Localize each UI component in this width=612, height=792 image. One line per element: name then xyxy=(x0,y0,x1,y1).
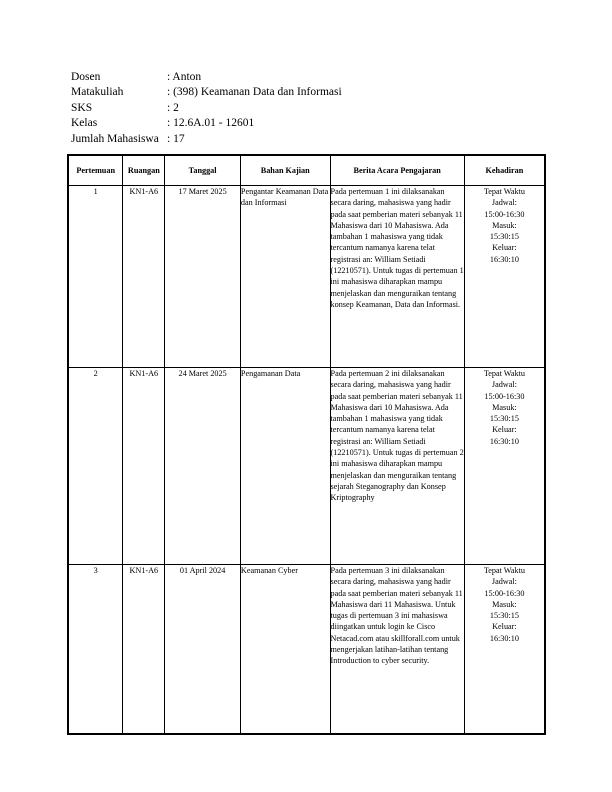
cell-kehadiran xyxy=(464,565,545,735)
info-label: Kelas xyxy=(71,117,98,130)
kehadiran-keluar-label: Keluar: xyxy=(492,622,517,632)
kehadiran-masuk-label: Masuk: xyxy=(492,402,517,412)
cell-pertemuan: 2 xyxy=(68,368,123,565)
cell-bahan-kajian: Keamanan Cyber xyxy=(240,565,330,735)
column-header-bahan-kajian: Bahan Kajian xyxy=(240,155,330,186)
cell-ruangan: KN1-A6 xyxy=(123,565,165,735)
cell-pertemuan: 3 xyxy=(68,565,123,735)
kehadiran-jadwal: 15:00-16:30 xyxy=(484,588,525,598)
cell-kehadiran xyxy=(464,186,545,368)
info-label: Matakuliah xyxy=(71,86,124,99)
cell-bahan-kajian: Pengamanan Data xyxy=(240,368,330,565)
info-label: Dosen xyxy=(71,71,101,83)
info-kelas xyxy=(71,116,342,131)
kehadiran-jadwal-label: Jadwal: xyxy=(491,198,517,208)
cell-berita-acara: Pada pertemuan 2 ini dilaksanakan secara daring, mahasiswa yang hadir pada saat pemberian materi sebanyak 11 Mahasiswa dari 10 Mahasiswa. Ada tambahan 1 mahasiswa yang tidak tercantum namanya karena telat registrasi an: William Setiadi (12210571). Untuk tugas di pertemuan 2 ini mahasiswa diharapkan mampu menjelaskan dan menguraikan tentang sejarah Steganography dan Konsep Kriptography xyxy=(330,368,464,565)
cell-berita-acara: Pada pertemuan 3 ini dilaksanakan secara daring, mahasiswa yang hadir pada saat pemberian materi sebanyak 11 Mahasiswa dari 11 Mahasiswa. Untuk tugas di pertemuan 3 ini mahasiswa diingatkan untuk login ke Cisco Netacad.com atau skillforall.com untuk mengerjakan latihan-latihan tentang Introduction to cyber security. xyxy=(330,565,464,735)
kehadiran-jadwal: 15:00-16:30 xyxy=(484,209,525,219)
info-matakuliah xyxy=(71,85,342,100)
column-header-pertemuan: Pertemuan xyxy=(68,155,123,186)
course-info xyxy=(71,70,342,147)
cell-tanggal: 17 Maret 2025 xyxy=(165,186,241,368)
kehadiran-status: Tepat Waktu xyxy=(483,369,525,378)
info-value: : 2 xyxy=(167,101,179,114)
kehadiran-masuk: 15:30:15 xyxy=(489,232,519,242)
table-row xyxy=(68,565,545,735)
kehadiran-masuk: 15:30:15 xyxy=(489,414,519,424)
column-header-ruangan: Ruangan xyxy=(123,155,165,186)
table-row xyxy=(68,368,545,565)
info-value: : 17 xyxy=(167,132,185,145)
kehadiran-status: Tepat Waktu xyxy=(483,566,525,575)
column-header-kehadiran: Kehadiran xyxy=(464,155,545,186)
kehadiran-keluar: 16:30:10 xyxy=(489,436,519,446)
info-jumlah-mahasiswa xyxy=(71,132,342,147)
kehadiran-status: Tepat Waktu xyxy=(483,187,525,196)
info-label: SKS xyxy=(71,101,93,114)
info-dosen xyxy=(71,70,342,85)
cell-ruangan: KN1-A6 xyxy=(123,186,165,368)
cell-pertemuan: 1 xyxy=(68,186,123,368)
info-value: : 12.6A.01 - 12601 xyxy=(167,117,255,130)
kehadiran-keluar-label: Keluar: xyxy=(492,425,517,435)
kehadiran-masuk-label: Masuk: xyxy=(492,220,517,230)
column-header-tanggal: Tanggal xyxy=(165,155,241,186)
info-value: : (398) Keamanan Data dan Informasi xyxy=(167,86,342,99)
kehadiran-masuk-label: Masuk: xyxy=(492,599,517,609)
column-header-berita-acara: Berita Acara Pengajaran xyxy=(330,155,464,186)
kehadiran-jadwal-label: Jadwal: xyxy=(491,380,517,390)
cell-tanggal: 24 Maret 2025 xyxy=(165,368,241,565)
teaching-schedule-table xyxy=(67,154,546,735)
kehadiran-keluar-label: Keluar: xyxy=(492,243,517,253)
kehadiran-jadwal: 15:00-16:30 xyxy=(484,391,525,401)
kehadiran-masuk: 15:30:15 xyxy=(489,611,519,621)
table-row xyxy=(68,186,545,368)
info-label: Jumlah Mahasiswa xyxy=(71,132,159,145)
cell-berita-acara: Pada pertemuan 1 ini dilaksanakan secara daring, mahasiswa yang hadir pada saat pemberian materi sebanyak 11 Mahasiswa dari 10 Mahasiswa. Ada tambahan 1 mahasiswa yang tidak tercantum namanya karena telat registrasi an: William Setiadi (12210571). Untuk tugas di pertemuan 1 ini mahasiswa diharapkan mampu menjelaskan dan menguraikan tentang konsep Keamanan, Data dan Informasi. xyxy=(330,186,464,368)
cell-tanggal: 01 April 2024 xyxy=(165,565,241,735)
info-sks xyxy=(71,101,342,116)
cell-kehadiran xyxy=(464,368,545,565)
kehadiran-jadwal-label: Jadwal: xyxy=(491,577,517,587)
table-header-row xyxy=(68,155,545,186)
info-value: : Anton xyxy=(167,71,202,83)
kehadiran-keluar: 16:30:10 xyxy=(489,254,519,264)
cell-bahan-kajian: Pengantar Keamanan Data dan Informasi xyxy=(240,186,330,368)
kehadiran-keluar: 16:30:10 xyxy=(489,633,519,643)
cell-ruangan: KN1-A6 xyxy=(123,368,165,565)
